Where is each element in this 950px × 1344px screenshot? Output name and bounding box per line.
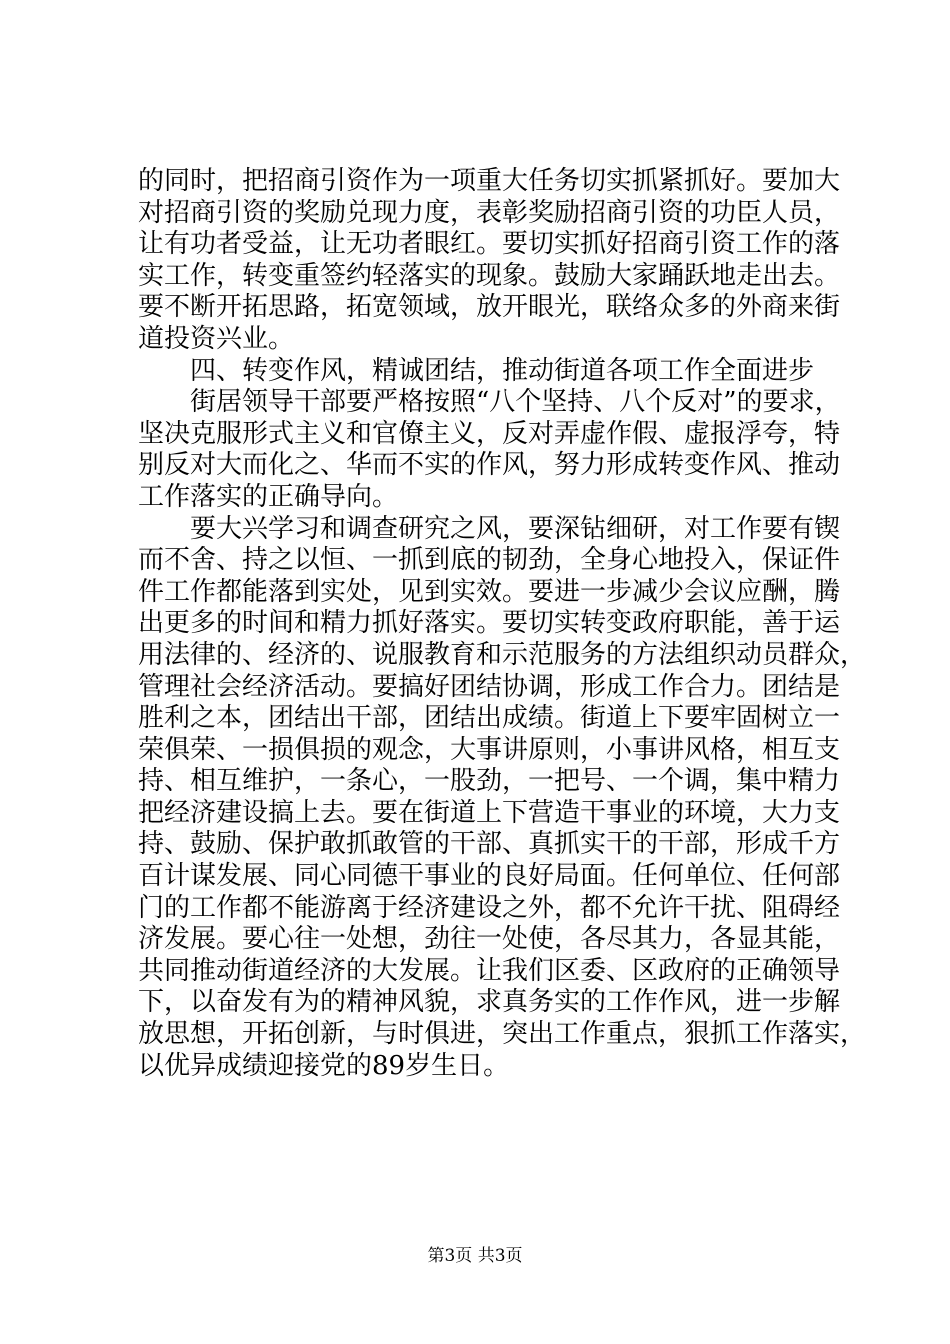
text-line: 让有功者受益，让无功者眼红。要切实抓好招商引资工作的落 xyxy=(138,229,841,260)
text-line: 实工作，转变重签约轻落实的现象。鼓励大家踊跃地走出去。 xyxy=(138,260,841,291)
paragraph-first-line: 街居领导干部要严格按照“八个坚持、八个反对”的要求， xyxy=(190,387,841,418)
text-line: 要不断开拓思路，拓宽领域，放开眼光，联络众多的外商来街 xyxy=(138,292,841,323)
text-line: 以优异成绩迎接党的89岁生日。 xyxy=(138,1050,510,1081)
text-line: 荣俱荣、一损俱损的观念，大事讲原则，小事讲风格，相互支 xyxy=(138,734,841,765)
text-line: 坚决克服形式主义和官僚主义，反对弄虚作假、虚报浮夸，特 xyxy=(138,418,841,449)
text-line: 别反对大而化之、华而不实的作风，努力形成转变作风、推动 xyxy=(138,450,841,481)
text-line: 的同时，把招商引资作为一项重大任务切实抓紧抓好。要加大 xyxy=(138,166,841,196)
text-line: 而不舍、持之以恒、一抓到底的韧劲，全身心地投入，保证件 xyxy=(138,545,841,576)
text-line: 把经济建设搞上去。要在街道上下营造干事业的环境，大力支 xyxy=(138,797,841,828)
text-line: 件工作都能落到实处，见到实效。要进一步减少会议应酬，腾 xyxy=(138,576,841,607)
text-line: 对招商引资的奖励兑现力度，表彰奖励招商引资的功臣人员， xyxy=(138,197,841,228)
text-line: 工作落实的正确导向。 xyxy=(138,481,399,512)
text-line: 出更多的时间和精力抓好落实。要切实转变政府职能，善于运 xyxy=(138,608,841,639)
text-line: 共同推动街道经济的大发展。让我们区委、区政府的正确领导 xyxy=(138,955,841,986)
document-body xyxy=(138,166,867,1082)
text-line: 胜利之本，团结出干部，团结出成绩。街道上下要牢固树立一 xyxy=(138,703,841,734)
text-line: 放思想，开拓创新，与时俱进，突出工作重点，狠抓工作落实， xyxy=(138,1019,867,1050)
section-heading: 四、转变作风，精诚团结，推动街道各项工作全面进步 xyxy=(190,355,815,386)
text-line: 用法律的、经济的、说服教育和示范服务的方法组织动员群众， xyxy=(138,639,867,670)
page-number-footer: 第3页 共3页 xyxy=(427,1246,523,1266)
text-line: 下，以奋发有为的精神风貌，求真务实的工作作风，进一步解 xyxy=(138,987,841,1018)
text-line: 管理社会经济活动。要搞好团结协调，形成工作合力。团结是 xyxy=(138,671,841,702)
text-line: 济发展。要心往一处想，劲往一处使，各尽其力，各显其能， xyxy=(138,924,841,955)
paragraph-first-line: 要大兴学习和调查研究之风，要深钻细研，对工作要有锲 xyxy=(190,513,841,544)
text-line: 道投资兴业。 xyxy=(138,323,295,354)
text-line: 百计谋发展、同心同德干事业的良好局面。任何单位、任何部 xyxy=(138,861,841,892)
text-line: 持、相互维护，一条心，一股劲，一把号、一个调，集中精力 xyxy=(138,766,841,797)
text-line: 持、鼓励、保护敢抓敢管的干部、真抓实干的干部，形成千方 xyxy=(138,829,841,860)
text-line: 门的工作都不能游离于经济建设之外，都不允许干扰、阻碍经 xyxy=(138,892,841,923)
